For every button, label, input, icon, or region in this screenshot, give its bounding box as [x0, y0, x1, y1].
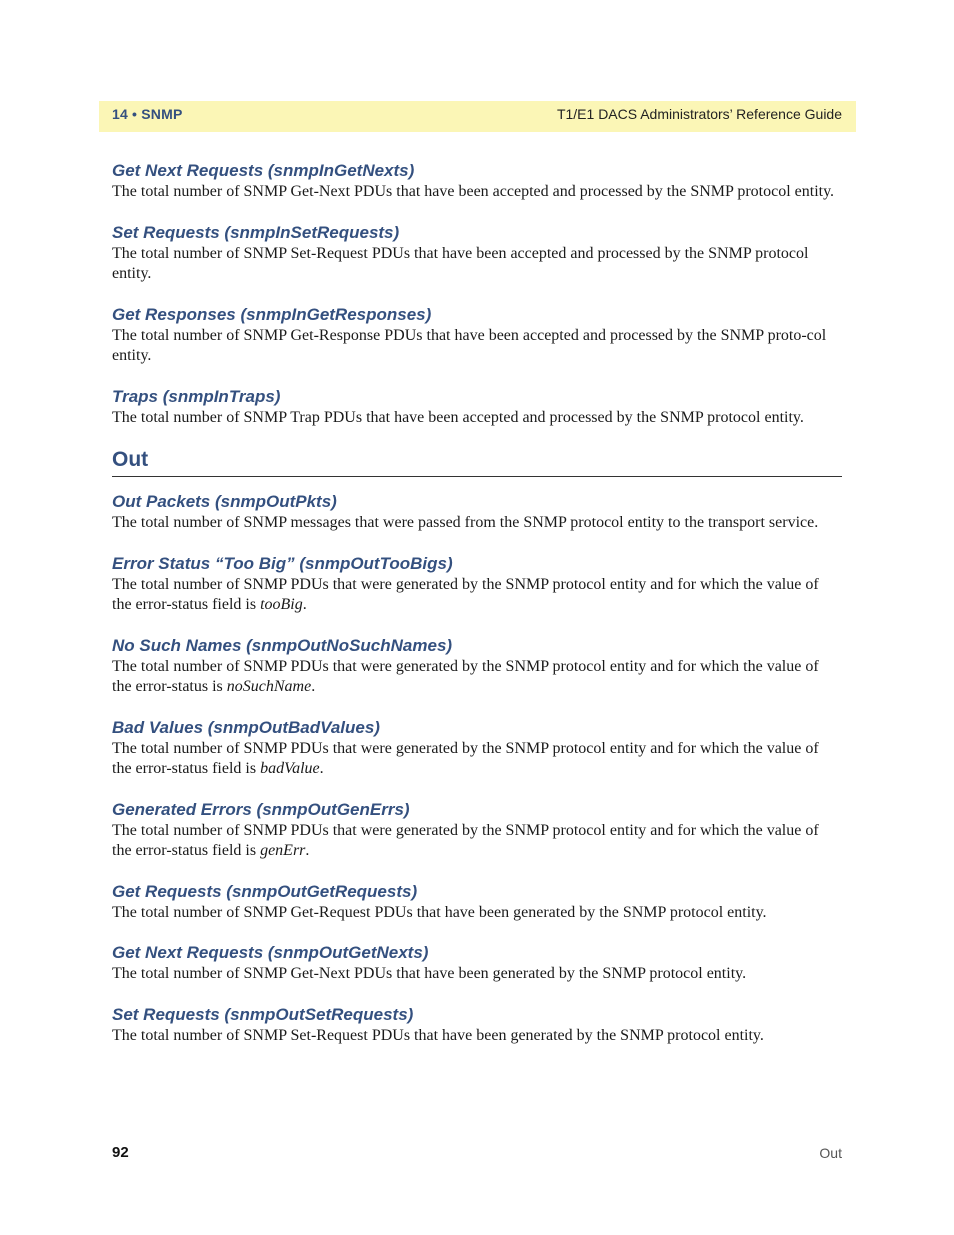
entry-in-get-nexts	[112, 160, 842, 203]
entry-description: The total number of SNMP Get-Next PDUs that have been accepted and processed by the SNMP protocol entity.	[112, 183, 835, 200]
entry-out-too-bigs	[112, 553, 842, 616]
entry-title: Get Requests (snmpOutGetRequests)	[112, 881, 418, 901]
page-content	[112, 160, 842, 1065]
entry-value-emphasis: tooBig	[260, 596, 303, 613]
entry-description	[112, 1026, 842, 1047]
entry-title: Generated Errors (snmpOutGenErrs)	[112, 799, 410, 819]
entry-text: The total number of SNMP Set-Request PDUs that have been generated by the SNMP protocol entity.	[112, 1026, 764, 1044]
entry-in-get-responses	[112, 304, 842, 367]
entry-description	[112, 513, 842, 534]
entry-title: Set Requests (snmpInSetRequests)	[112, 222, 400, 242]
entry-title: No Such Names (snmpOutNoSuchNames)	[112, 635, 453, 655]
entry-text: The total number of SNMP PDUs that were generated by the SNMP protocol entity and for which the value of the error-status field is	[112, 739, 819, 777]
entry-description: The total number of SNMP PDUs that were generated by the SNMP protocol entity and for which the value of the error-status is noSuchName.	[112, 657, 819, 695]
entry-in-traps	[112, 386, 842, 429]
entry-description	[112, 903, 842, 924]
entry-description: The total number of SNMP Trap PDUs that have been accepted and processed by the SNMP protocol entity.	[112, 408, 804, 426]
entry-text: The total number of SNMP Get-Next PDUs that have been generated by the SNMP protocol entity.	[112, 965, 747, 982]
entry-value-emphasis: genErr	[260, 842, 306, 859]
chapter-header: 14 • SNMP	[112, 106, 183, 122]
footer-section-name: Out	[819, 1145, 842, 1161]
section-heading-out: Out	[112, 447, 842, 477]
entry-in-set-requests	[112, 222, 842, 285]
entry-out-get-requests	[112, 881, 842, 924]
entry-title: Get Responses (snmpInGetResponses)	[112, 304, 432, 324]
entry-value-emphasis: noSuchName	[226, 678, 312, 695]
entry-text: The total number of SNMP PDUs that were generated by the SNMP protocol entity and for which the value of the error-status field is	[112, 575, 819, 613]
entry-title: Bad Values (snmpOutBadValues)	[112, 717, 380, 737]
page-number: 92	[112, 1144, 129, 1161]
entry-title: Get Next Requests (snmpInGetNexts)	[112, 161, 415, 180]
entry-out-bad-values	[112, 717, 842, 780]
entry-out-get-nexts	[112, 942, 842, 985]
entry-out-pkts	[112, 491, 842, 534]
book-title-header: T1/E1 DACS Administrators’ Reference Guide	[556, 106, 842, 122]
entry-title: Out Packets (snmpOutPkts)	[112, 492, 337, 511]
entry-description: The total number of SNMP Get-Response PDUs that have been accepted and processed by the SNMP proto-col entity.	[112, 326, 827, 364]
entry-text: The total number of SNMP messages that were passed from the SNMP protocol entity to the transport service.	[112, 514, 819, 531]
entry-title: Traps (snmpInTraps)	[112, 386, 281, 406]
entry-description: The total number of SNMP PDUs that were generated by the SNMP protocol entity and for which the value of the error-status field is tooBig.	[112, 575, 819, 613]
entry-out-gen-errs	[112, 799, 842, 862]
entry-text: The total number of SNMP PDUs that were generated by the SNMP protocol entity and for which the value of the error-status field is	[112, 821, 819, 859]
entry-description	[112, 964, 842, 985]
entry-value-emphasis: badValue	[260, 760, 320, 777]
entry-text: The total number of SNMP PDUs that were generated by the SNMP protocol entity and for which the value of the error-status is	[112, 657, 819, 695]
entry-title: Set Requests (snmpOutSetRequests)	[112, 1004, 414, 1024]
entry-text: The total number of SNMP Get-Request PDUs that have been generated by the SNMP protocol entity.	[112, 903, 767, 921]
entry-title: Error Status “Too Big” (snmpOutTooBigs)	[112, 553, 453, 573]
entry-description: The total number of SNMP PDUs that were generated by the SNMP protocol entity and for which the value of the error-status field is badValue.	[112, 739, 819, 777]
entry-title: Get Next Requests (snmpOutGetNexts)	[112, 943, 429, 962]
entry-out-no-such-names	[112, 635, 842, 698]
entry-out-set-requests	[112, 1004, 842, 1047]
entry-description: The total number of SNMP Set-Request PDUs that have been accepted and processed by the SNMP protocol entity.	[112, 244, 809, 282]
entry-description: The total number of SNMP PDUs that were generated by the SNMP protocol entity and for which the value of the error-status field is genErr.	[112, 821, 819, 859]
